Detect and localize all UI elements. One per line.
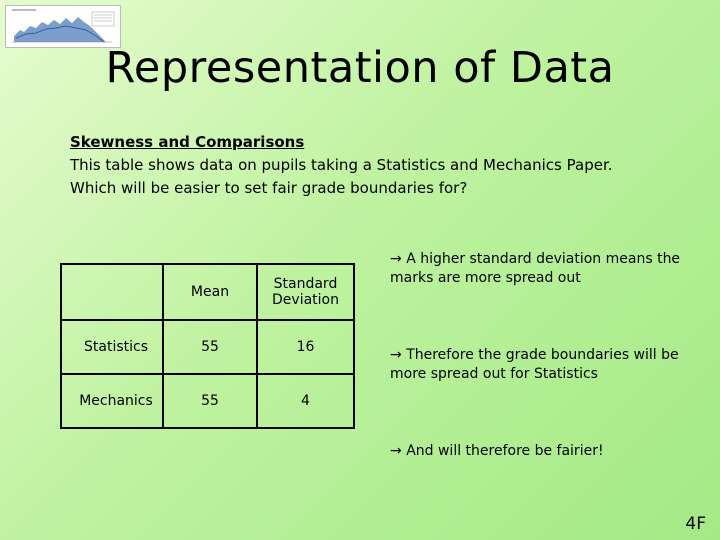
arrow-right-icon: →	[390, 251, 402, 267]
note-item	[390, 250, 690, 288]
cell-mean: 55	[163, 374, 257, 428]
page-title: Representation of Data	[105, 43, 615, 93]
data-table	[60, 263, 355, 429]
cell-mean: 55	[163, 320, 257, 374]
row-label: Statistics	[61, 320, 163, 374]
intro-line: Which will be easier to set fair grade boundaries for?	[70, 179, 468, 197]
note-item	[390, 442, 690, 461]
cell-standard-deviation: 16	[257, 320, 354, 374]
note-text: Therefore the grade boundaries will be more spread out for Statistics	[390, 347, 679, 382]
cell-standard-deviation: 4	[257, 374, 354, 428]
intro-line: This table shows data on pupils taking a Statistics and Mechanics Paper.	[70, 156, 613, 174]
table-row	[61, 320, 354, 374]
table-row	[61, 374, 354, 428]
arrow-right-icon: →	[390, 347, 402, 363]
table-header-row	[61, 264, 354, 320]
slide-number: 4F	[685, 514, 706, 534]
intro-text	[70, 131, 700, 200]
table-corner-cell	[61, 264, 163, 320]
arrow-right-icon: →	[390, 443, 402, 459]
note-item	[390, 346, 690, 384]
note-text: And will therefore be fairier!	[406, 443, 604, 459]
header-mean: Mean	[163, 264, 257, 320]
row-label: Mechanics	[61, 374, 163, 428]
section-heading: Skewness and Comparisons	[70, 133, 305, 151]
header-standard-deviation: Standard Deviation	[257, 264, 354, 320]
note-text: A higher standard deviation means the marks are more spread out	[390, 251, 681, 286]
